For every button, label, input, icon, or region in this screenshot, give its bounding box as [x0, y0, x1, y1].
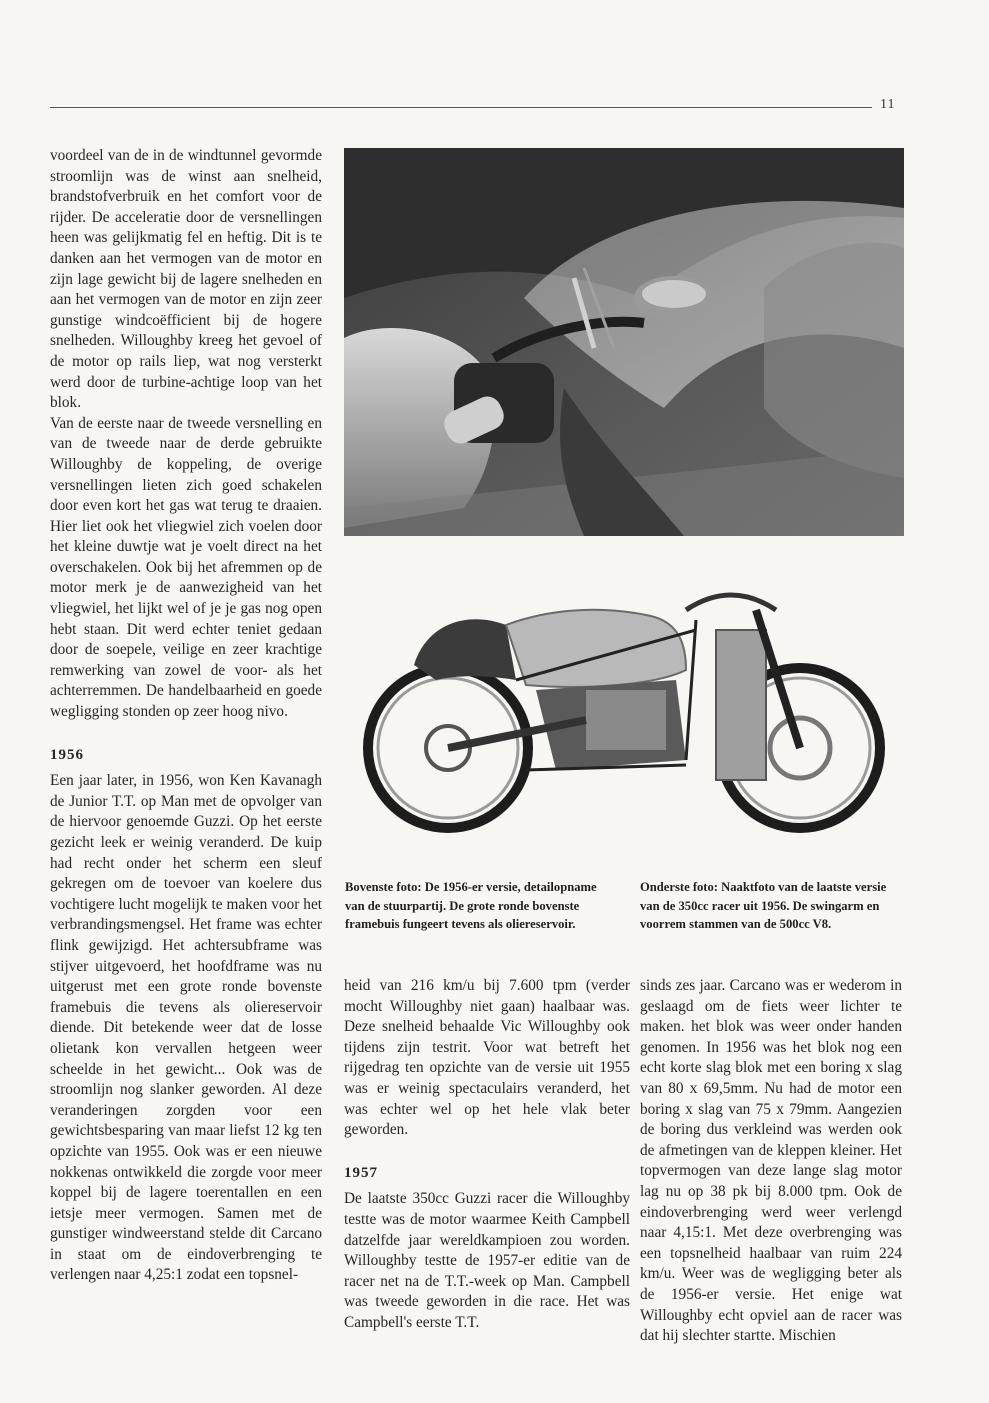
handlebar-detail-photo	[344, 148, 904, 536]
middle-paragraph: heid van 216 km/u bij 7.600 tpm (verder mocht Willoughby niet gaan) haalbaar was. Deze snelheid behaalde Vic Willoughby ook tijdens zijn testrit. Voor wat betreft het rijgedrag ten opzichte van de versie uit 1955 was er weinig spectaculairs veranderd, het was echter wel op het hele vlak beter geworden.	[344, 977, 630, 1139]
middle-column	[344, 976, 630, 1334]
section-heading-1956: 1956	[50, 746, 84, 763]
left-paragraph: Een jaar later, in 1956, won Ken Kavanagh de Junior T.T. op Man met de opvolger van de hiervoor genoemde Guzzi. Op het eerste gezicht leek er weinig veranderd. De kuip had recht onder het scherm een sleuf gekregen om de toevoer van koelere dus vochtigere lucht mogelijk te maken voor het verbrandingsmengsel. Het frame was echter flink gewijzigd. Het achtersubframe was stijver uitgevoerd, het hoofdframe was nu uitgerust met een grote ronde bovenste framebuis die tevens als oliereservoir diende. Dit betekende weer dat de losse olietank kon vervallen hetgeen weer scheelde in het gewicht... Ook was de stroomlijn nog slanker geworden. Al deze veranderingen zorgden voor een gewichtsbesparing van maar liefst 12 kg ten opzichte van 1955. Ook was er een nieuwe nokkenas ontwikkeld die zorgde voor meer koppel bij de lagere toerentallen en een ietsje meer vermogen. Samen met de gunstiger windweerstand stelde dit Carcano in staat om de eindoverbrenging te verlengen naar 4,25:1 zodat een topsnel-	[50, 772, 322, 1284]
right-column	[640, 976, 902, 1347]
bottom-photo-caption: Onderste foto: Naaktfoto van de laatste versie van de 350cc racer uit 1956. De swingarm en voorrem stammen van de 500cc V8.	[640, 880, 887, 931]
left-column	[50, 146, 322, 1286]
right-paragraph: sinds zes jaar. Carcano was er wederom in geslaagd om de fiets weer lichter te maken. het blok was weer onder handen genomen. In 1956 was het blok nog een echt korte slag blok met een boring x slag van 80 x 69,5mm. Nu had de motor een boring x slag van 75 x 79mm. Aangezien de boring dus verkleind was werden ook de afmetingen van de kleppen kleiner. Het topvermogen van deze lange slag motor lag nu op 38 pk bij 8.000 tpm. Ook de eindoverbrenging werd weer verlengd naar 4,15:1. Met deze overbrenging was een topsnelheid haalbaar van ruim 224 km/u. Weer was de wegligging beter als de 1956-er versie. Het enige wat Willoughby echt opviel aan de racer was dat hij slechter startte. Mischien	[640, 977, 902, 1345]
section-heading-1957: 1957	[344, 1164, 378, 1181]
middle-paragraph: De laatste 350cc Guzzi racer die Willoughby testte was de motor waarmee Keith Campbell datzelfde jaar wereldkampioen zou worden. Willoughby testte de 1957-er editie van de racer net na de T.T.-week op Man. Campbell was tweede geworden in die race. Het was Campbell's eerste T.T.	[344, 1190, 630, 1331]
top-photo-caption: Bovenste foto: De 1956-er versie, detailopname van de stuurpartij. De grote ronde bovenste framebuis fungeert tevens als oliereservoir.	[345, 880, 597, 931]
naked-racer-photo	[356, 570, 892, 842]
left-paragraph: voordeel van de in de windtunnel gevormde stroomlijn was de winst aan snelheid, brandstofverbruik en het comfort voor de rijder. De acceleratie door de versnellingen heen was gelijkmatig fel en heftig. Dit is te danken aan het vermogen van de motor en zijn lage gewicht bij de lagere snelheden en aan het vermogen van de motor en zijn zeer gunstige windcoëfficient bij de hogere snelheden. Willoughby kreeg het gevoel of de motor op rails liep, wat nog versterkt werd door de turbine-achtige loop van het blok.	[50, 147, 322, 412]
page-number: 11	[880, 97, 896, 112]
left-paragraph: Van de eerste naar de tweede versnelling en van de tweede naar de derde gebruikte Willoughby de koppeling, de overige versnellingen lieten zich goed schakelen door even kort het gas wat terug te draaien. Hier liet ook het vliegwiel zich voelen door het kleine duwtje wat je voelt direct na het overschakelen. Ook bij het afremmen op de motor merk je de aanwezigheid van het vliegwiel, het lijkt wel of je je gas nog open hebt staan. Dit werd echter teniet gedaan door de soepele, veilige en zeer krachtige remwerking van zowel de voor- als het achterremmen. De handelbaarheid en goede wegligging stonden op zeer hoog nivo.	[50, 414, 322, 721]
header-rule	[50, 107, 872, 108]
